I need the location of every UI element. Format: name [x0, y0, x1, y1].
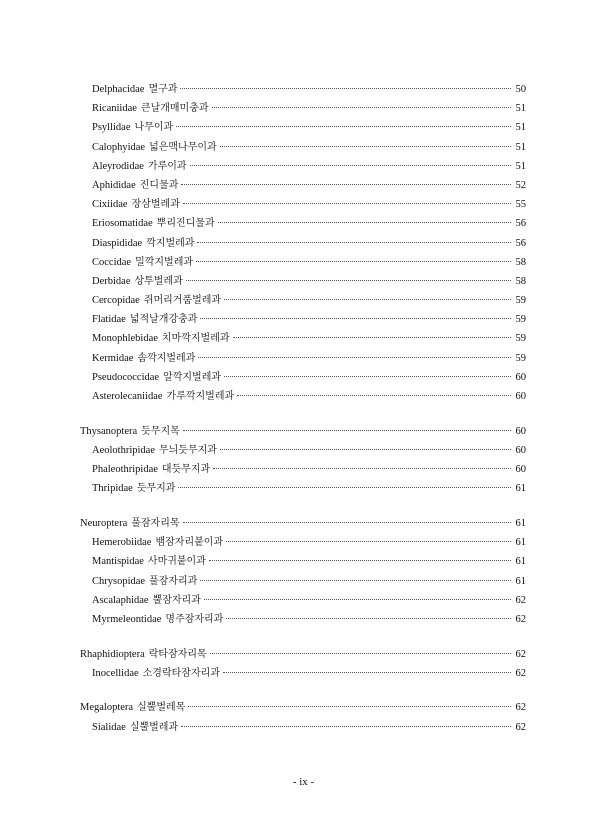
toc-entry-family	[80, 118, 526, 137]
toc-entry-korean-name: 풀잠자리과	[149, 575, 198, 587]
toc-entry-latin-name: Cixiidae	[92, 199, 128, 211]
toc-entry-korean-name: 무늬듯무지과	[158, 444, 217, 456]
toc-entry-family	[80, 387, 526, 406]
toc-entry-order	[80, 422, 526, 441]
toc-entry-order	[80, 514, 526, 533]
dot-leader	[224, 299, 511, 300]
toc-entry-family	[80, 253, 526, 272]
toc-entry-korean-name: 뿔잠자리과	[152, 594, 201, 606]
dot-leader	[180, 88, 511, 89]
dot-leader	[183, 522, 511, 523]
toc-entry-family	[80, 234, 526, 253]
toc-entry-page: 59	[515, 314, 526, 326]
toc-entry-latin-name: Kermidae	[92, 352, 134, 364]
toc-entry-page: 61	[515, 483, 526, 495]
toc-entry-family	[80, 533, 526, 552]
dot-leader	[220, 146, 511, 147]
toc-entry-korean-name: 실뿔벌레과	[129, 721, 179, 733]
toc-entry-latin-name: Calophyidae	[92, 141, 146, 153]
dot-leader	[197, 242, 511, 243]
table-of-contents	[80, 80, 526, 737]
dot-leader	[218, 222, 511, 223]
toc-entry-latin-name: Diaspididae	[92, 237, 143, 249]
toc-entry-family	[80, 610, 526, 629]
dot-leader	[196, 261, 511, 262]
toc-entry-family	[80, 157, 526, 176]
dot-leader	[183, 203, 511, 204]
toc-entry-korean-name: 풀잠자리목	[131, 517, 180, 529]
toc-entry-latin-name: Ricaniidae	[92, 103, 137, 115]
dot-leader	[223, 672, 511, 673]
toc-entry-family	[80, 138, 526, 157]
toc-entry-page: 62	[515, 613, 526, 625]
toc-entry-page: 55	[515, 199, 526, 211]
toc-entry-family	[80, 99, 526, 118]
toc-entry-page: 51	[515, 141, 526, 153]
toc-entry-korean-name: 장삼벌레과	[131, 199, 180, 211]
toc-entry-page: 51	[515, 160, 526, 172]
dot-leader	[204, 599, 511, 600]
toc-entry-page: 59	[515, 295, 526, 307]
toc-entry-page: 58	[515, 275, 526, 287]
toc-entry-korean-name: 듯무지목	[141, 425, 180, 437]
toc-entry-latin-name: Megaloptera	[80, 702, 134, 714]
toc-entry-latin-name: Rhaphidioptera	[80, 648, 145, 660]
toc-entry-latin-name: Psyllidae	[92, 122, 131, 134]
toc-entry-page: 61	[515, 517, 526, 529]
toc-entry-family	[80, 291, 526, 310]
toc-entry-family	[80, 591, 526, 610]
dot-leader	[226, 541, 511, 542]
toc-entry-family	[80, 664, 526, 683]
toc-entry-korean-name: 가루깍지벌레과	[166, 391, 235, 402]
toc-entry-page: 62	[515, 702, 526, 714]
toc-entry-korean-name: 알깍지벌레과	[163, 371, 222, 383]
toc-entry-latin-name: Inocellidae	[92, 667, 139, 679]
toc-entry-korean-name: 뿌리진디물과	[156, 218, 215, 230]
toc-entry-latin-name: Thysanoptera	[80, 425, 138, 437]
toc-entry-family	[80, 272, 526, 291]
toc-entry-latin-name: Monophlebidae	[92, 333, 158, 345]
toc-entry-korean-name: 깍지벌레과	[146, 237, 195, 249]
toc-entry-order	[80, 645, 526, 664]
toc-entry-page: 56	[515, 218, 526, 230]
toc-entry-family	[80, 368, 526, 387]
dot-leader	[210, 653, 511, 654]
toc-entry-korean-name: 소경락타잠자리과	[142, 667, 220, 679]
toc-entry-latin-name: Aphididae	[92, 179, 136, 191]
toc-entry-korean-name: 명주잠자리과	[165, 613, 224, 625]
toc-entry-korean-name: 멸구과	[148, 84, 178, 95]
toc-entry-korean-name: 듯무지과	[136, 483, 176, 495]
toc-entry-korean-name: 밀깍지벌레과	[135, 256, 194, 268]
toc-entry-latin-name: Phaleothripidae	[92, 464, 158, 476]
toc-entry-latin-name: Thripidae	[92, 483, 133, 495]
toc-entry-korean-name: 상투벌레과	[134, 275, 183, 287]
toc-entry-family	[80, 718, 526, 737]
toc-entry-page: 59	[515, 333, 526, 345]
toc-entry-korean-name: 치마깍지벌레과	[161, 333, 230, 345]
toc-entry-latin-name: Chrysopidae	[92, 575, 146, 587]
toc-entry-family	[80, 310, 526, 329]
toc-entry-latin-name: Asterolecaniidae	[92, 391, 163, 402]
dot-leader	[190, 165, 511, 166]
dot-leader	[188, 706, 511, 707]
dot-leader	[233, 337, 511, 338]
toc-entry-family	[80, 460, 526, 479]
toc-entry-family	[80, 349, 526, 368]
dot-leader	[220, 449, 511, 450]
toc-entry-korean-name: 가루이과	[147, 160, 187, 172]
toc-entry-latin-name: Ascalaphidae	[92, 594, 149, 606]
toc-entry-latin-name: Aleyrodidae	[92, 160, 144, 172]
toc-entry-page: 60	[515, 464, 526, 476]
dot-leader	[181, 184, 511, 185]
toc-entry-page: 61	[515, 537, 526, 549]
toc-entry-korean-name: 쥐머리거품벌레과	[143, 295, 222, 307]
toc-entry-page: 60	[515, 371, 526, 383]
toc-entry-korean-name: 넓은맥나무이과	[149, 141, 217, 153]
toc-entry-family	[80, 441, 526, 460]
toc-entry-latin-name: Hemerobiidae	[92, 537, 152, 549]
toc-entry-family	[80, 479, 526, 498]
toc-entry-page: 60	[515, 444, 526, 456]
toc-entry-page: 56	[515, 237, 526, 249]
dot-leader	[200, 580, 511, 581]
toc-entry-family	[80, 329, 526, 348]
toc-entry-korean-name: 사마귀붙이과	[147, 556, 206, 568]
toc-entry-page: 51	[515, 103, 526, 115]
dot-leader	[209, 560, 511, 561]
toc-entry-latin-name: Derbidae	[92, 275, 131, 287]
toc-entry-latin-name: Myrmeleontidae	[92, 613, 162, 625]
toc-entry-latin-name: Cercopidae	[92, 295, 140, 307]
toc-entry-page: 62	[515, 667, 526, 679]
toc-entry-family	[80, 80, 526, 99]
toc-entry-family	[80, 195, 526, 214]
toc-entry-family	[80, 552, 526, 571]
toc-entry-latin-name: Eriosomatidae	[92, 218, 153, 230]
toc-entry-page: 61	[515, 556, 526, 568]
page-number: - ix -	[292, 776, 315, 788]
toc-entry-latin-name: Sialidae	[92, 721, 126, 733]
toc-entry-family	[80, 214, 526, 233]
toc-entry-page: 58	[515, 256, 526, 268]
toc-entry-korean-name: 솜깍지벌레과	[137, 352, 196, 364]
dot-leader	[178, 487, 511, 488]
dot-leader	[226, 618, 511, 619]
dot-leader	[237, 395, 511, 396]
toc-entry-latin-name: Coccidae	[92, 256, 132, 268]
toc-entry-latin-name: Pseudococcidae	[92, 371, 160, 383]
toc-entry-page: 51	[515, 122, 526, 134]
dot-leader	[213, 468, 511, 469]
toc-entry-latin-name: Aeolothripidae	[92, 444, 155, 456]
dot-leader	[181, 726, 511, 727]
toc-entry-korean-name: 락타잠자리목	[148, 648, 207, 660]
dot-leader	[200, 318, 511, 319]
dot-leader	[212, 107, 511, 108]
toc-entry-korean-name: 넓적날개강충과	[129, 314, 198, 326]
toc-entry-korean-name: 나무이과	[134, 122, 174, 134]
toc-entry-page: 61	[515, 575, 526, 587]
toc-entry-page: 50	[515, 84, 526, 95]
toc-entry-latin-name: Flatidae	[92, 314, 126, 326]
toc-entry-page: 62	[515, 648, 526, 660]
toc-entry-family	[80, 176, 526, 195]
toc-entry-korean-name: 실뿔벌레목	[137, 702, 186, 714]
toc-entry-page: 60	[515, 425, 526, 437]
toc-entry-korean-name: 진디물과	[139, 179, 179, 191]
dot-leader	[198, 357, 511, 358]
toc-entry-order	[80, 698, 526, 717]
toc-entry-page: 62	[515, 594, 526, 606]
toc-entry-korean-name: 큰날개매미충과	[140, 103, 209, 115]
toc-entry-latin-name: Neuroptera	[80, 517, 128, 529]
toc-entry-latin-name: Mantispidae	[92, 556, 144, 568]
toc-entry-page: 60	[515, 391, 526, 402]
toc-entry-latin-name: Delphacidae	[92, 84, 145, 95]
toc-entry-page: 52	[515, 179, 526, 191]
dot-leader	[224, 376, 511, 377]
toc-entry-page: 62	[515, 721, 526, 733]
dot-leader	[183, 430, 511, 431]
toc-entry-page: 59	[515, 352, 526, 364]
dot-leader	[176, 126, 511, 127]
toc-entry-korean-name: 뱀잠자리붙이과	[155, 537, 224, 549]
toc-entry-korean-name: 대듯무지과	[161, 464, 211, 476]
dot-leader	[186, 280, 511, 281]
toc-entry-family	[80, 572, 526, 591]
